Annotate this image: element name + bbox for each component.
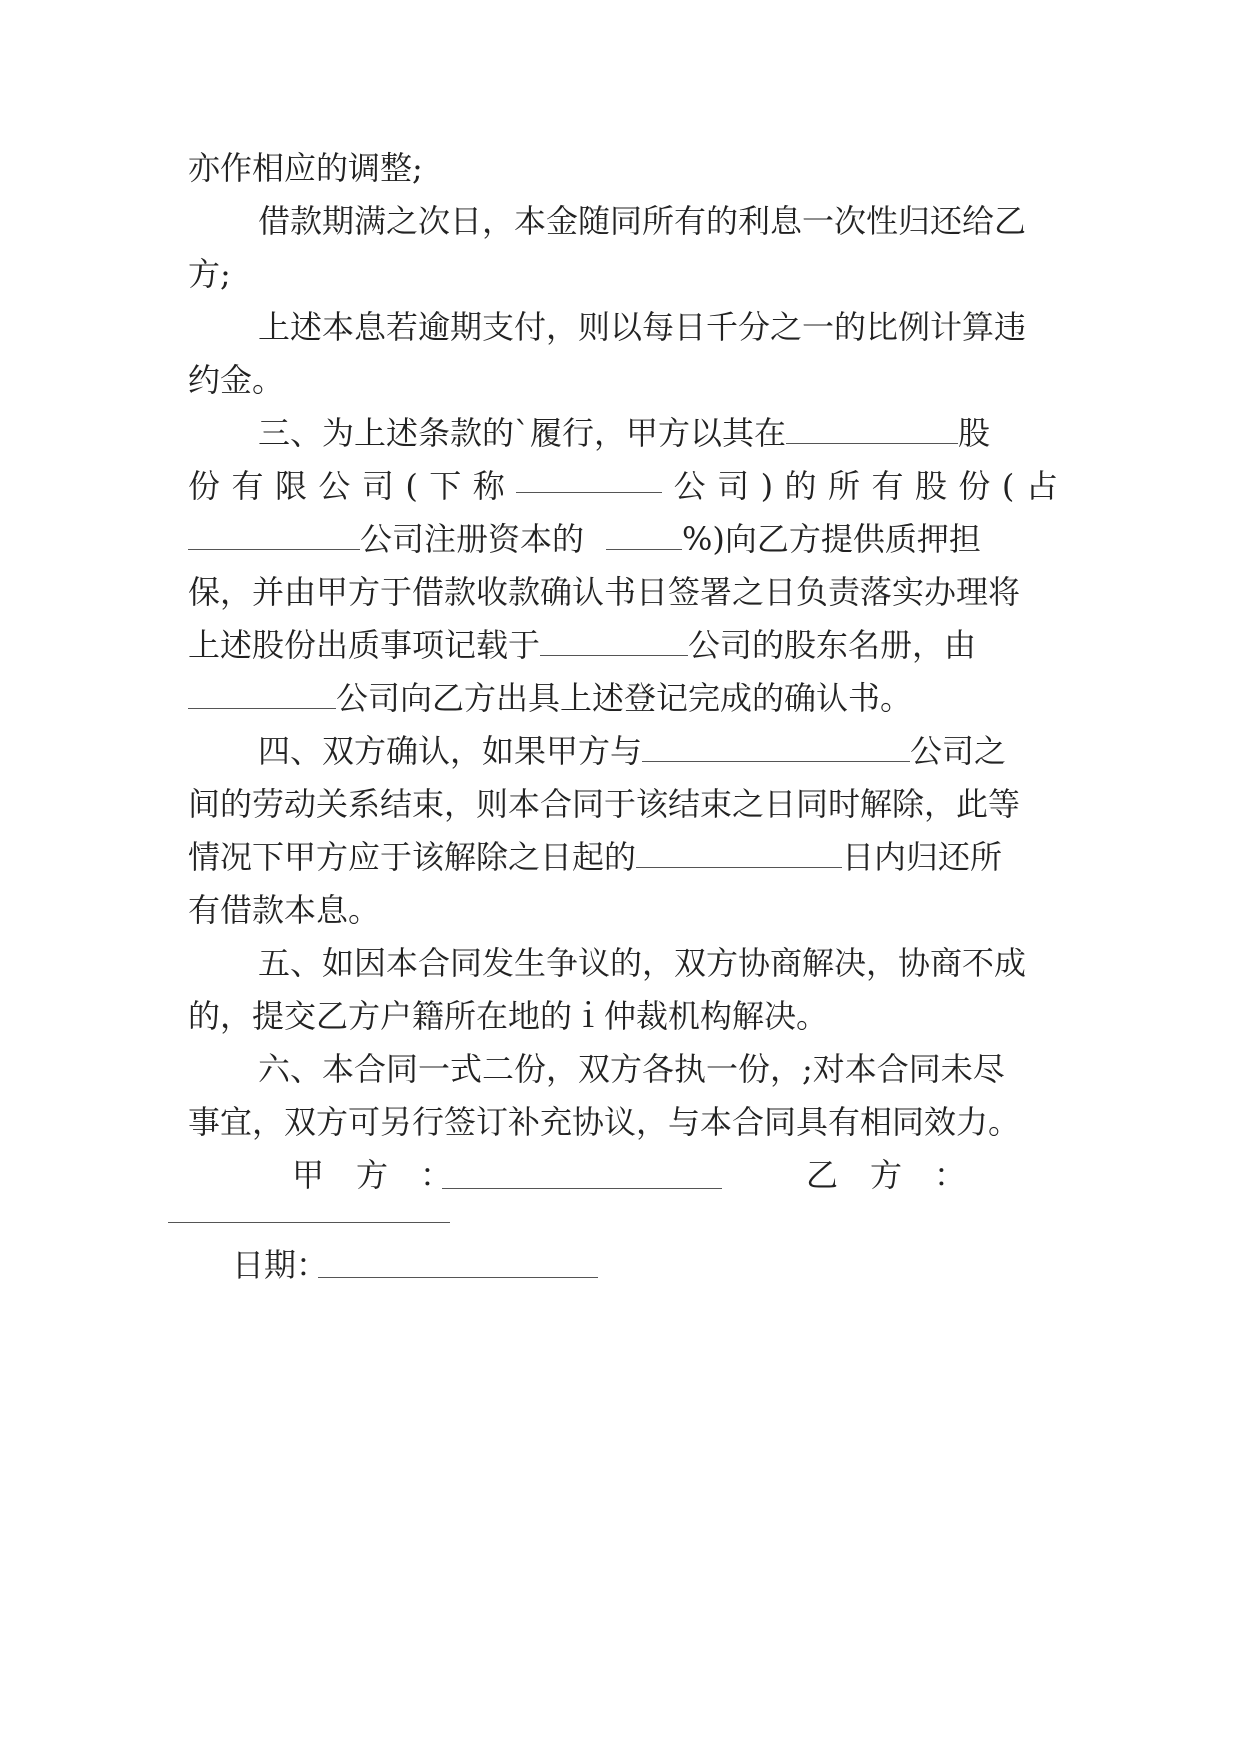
- paragraph-line: 有借款本息。: [188, 891, 381, 929]
- text-segment: 公司向乙方出具上述登记完成的确认书。: [336, 679, 913, 717]
- fill-in-blank: [540, 629, 688, 656]
- text-char: 下: [429, 467, 462, 505]
- paragraph-line: 约金。: [188, 361, 285, 399]
- text-segment: 公司的股东名册，由: [688, 626, 977, 664]
- text-char: 司: [717, 467, 750, 505]
- text-char: 所: [828, 467, 861, 505]
- paragraph-line: [188, 731, 1058, 771]
- paragraph-line: 保，并由甲方于借款收款确认书日签署之日负责落实办理将: [188, 573, 1021, 611]
- party-a-signature-blank: [442, 1162, 722, 1189]
- fill-in-blank: [516, 466, 662, 493]
- date-blank: [318, 1251, 598, 1278]
- text-segment: 四、双方确认，如果甲方与: [258, 732, 643, 770]
- text-segment: %)向乙方提供质押担: [682, 520, 981, 558]
- paragraph-line: 亦作相应的调整;: [188, 149, 423, 187]
- party-a-signature-label: 甲 方 ：: [292, 1156, 453, 1194]
- text-char: 份: [958, 467, 991, 505]
- fill-in-blank: [188, 523, 360, 550]
- party-b-signature-blank: [168, 1196, 450, 1223]
- text-char: 称: [472, 467, 505, 505]
- text-char: (: [405, 467, 418, 505]
- text-segment: 股: [958, 414, 991, 452]
- date-label: 日期：: [232, 1246, 329, 1284]
- paragraph-line: [188, 625, 1058, 665]
- paragraph-line: 事宜，双方可另行签订补充协议，与本合同具有相同效力。: [188, 1103, 1021, 1141]
- text-segment: 公司之: [910, 732, 1007, 770]
- text-char: 份: [188, 467, 221, 505]
- paragraph-line: 六、本合同一式二份，双方各执一份，;对本合同未尽: [258, 1050, 1005, 1088]
- paragraph-line: [188, 466, 1058, 506]
- paragraph-line: 五、如因本合同发生争议的，双方协商解决，协商不成: [258, 944, 1027, 982]
- text-char: 股: [914, 467, 947, 505]
- paragraph-line: 上述本息若逾期支付，则以每日千分之一的比例计算违: [258, 308, 1027, 346]
- text-segment: 公司注册资本的: [360, 520, 585, 558]
- paragraph-line: 的，提交乙方户籍所在地的ｉ仲裁机构解决。: [188, 997, 829, 1035]
- fill-in-blank: [786, 417, 958, 444]
- fill-in-blank: [636, 841, 842, 868]
- paragraph-line: 借款期满之次日，本金随同所有的利息一次性归还给乙: [258, 202, 1027, 240]
- text-char: 有: [231, 467, 264, 505]
- text-char: 有: [871, 467, 904, 505]
- paragraph-line: [188, 678, 1058, 718]
- text-char: 公: [673, 467, 706, 505]
- text-char: 占: [1025, 467, 1058, 505]
- paragraph-line: [188, 413, 1058, 453]
- fill-in-blank: [188, 682, 336, 709]
- paragraph-line: 方;: [188, 255, 231, 293]
- text-segment: 日内归还所: [842, 838, 1003, 876]
- text-char: ): [760, 467, 774, 505]
- text-char: 的: [784, 467, 817, 505]
- paragraph-line: 间的劳动关系结束，则本合同于该结束之日同时解除，此等: [188, 785, 1021, 823]
- party-b-signature-label: 乙 方 ：: [806, 1156, 967, 1194]
- text-segment: 上述股份出质事项记载于: [188, 626, 541, 664]
- text-char: (: [1001, 467, 1015, 505]
- text-segment: 情况下甲方应于该解除之日起的: [188, 838, 637, 876]
- paragraph-line: [188, 837, 1058, 877]
- text-char: 司: [361, 467, 394, 505]
- text-char: 限: [274, 467, 307, 505]
- paragraph-line: [188, 519, 1058, 559]
- text-segment: 三、为上述条款的`履行，甲方以其在: [258, 414, 787, 452]
- fill-in-blank: [606, 523, 682, 550]
- text-char: 公: [318, 467, 351, 505]
- fill-in-blank: [642, 735, 910, 762]
